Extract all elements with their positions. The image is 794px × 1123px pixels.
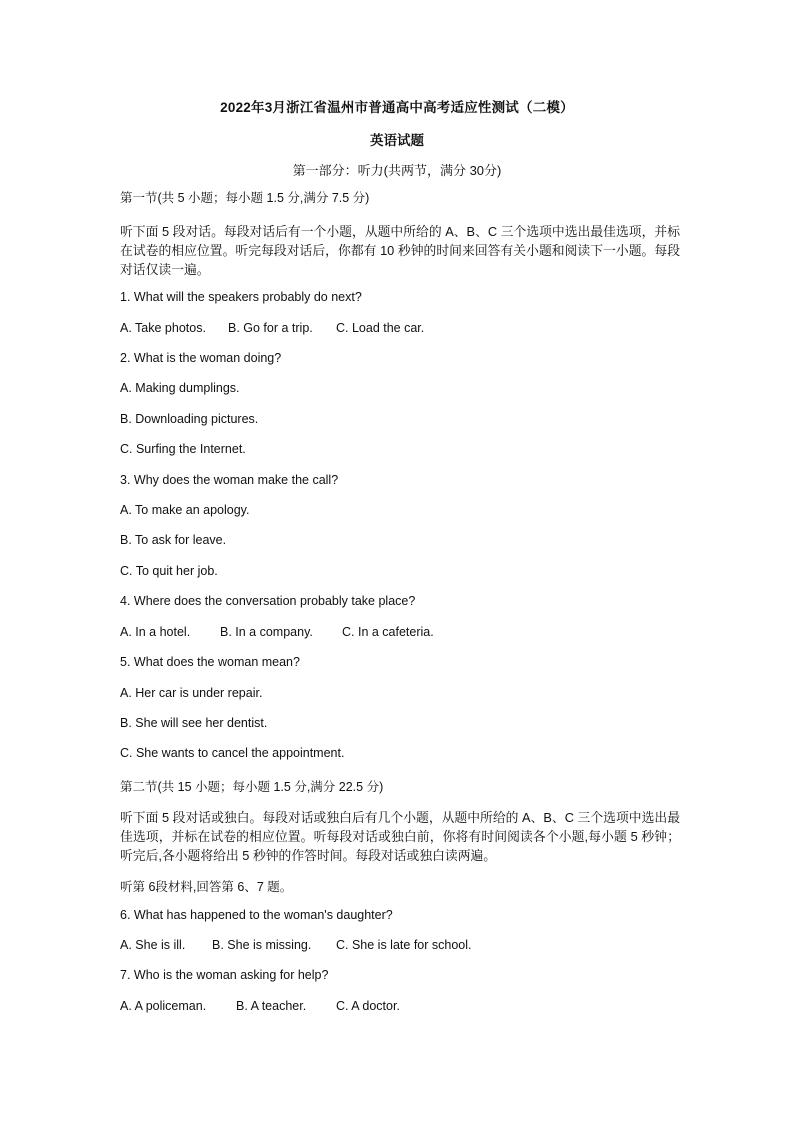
q1-option-c: C. Load the car. bbox=[336, 321, 425, 335]
q6-option-a: A. She is ill. bbox=[120, 938, 186, 952]
q5-option-c: C. She wants to cancel the appointment. bbox=[120, 746, 345, 760]
q4-options bbox=[120, 625, 434, 639]
q4-stem: 4. Where does the conversation probably take place? bbox=[120, 594, 416, 608]
q5-stem: 5. What does the woman mean? bbox=[120, 655, 300, 669]
section2-instructions: 听下面 5 段对话或独白。每段对话或独白后有几个小题，从题中所给的 A、B、C 三个选项中选出最佳选项，并标在试卷的相应位置。听每段对话或独白前，你将有时间阅读各个小题,每小题 5 秒钟；听完后,各小题将给出 5 秒钟的作答时间。每段对话或独白读两遍。 bbox=[120, 810, 680, 863]
q2-option-b: B. Downloading pictures. bbox=[120, 412, 259, 426]
q6-options bbox=[120, 938, 471, 952]
section2-heading: 第二节(共 15 小题；每小题 1.5 分,满分 22.5 分) bbox=[120, 780, 384, 794]
q2-stem: 2. What is the woman doing? bbox=[120, 351, 282, 365]
q5-option-b: B. She will see her dentist. bbox=[120, 716, 268, 730]
section1-heading: 第一节(共 5 小题；每小题 1.5 分,满分 7.5 分) bbox=[120, 191, 370, 205]
q7-option-b: B. A teacher. bbox=[236, 999, 307, 1013]
q7-options bbox=[120, 999, 400, 1013]
section1-instructions: 听下面 5 段对话。每段对话后有一个小题，从题中所给的 A、B、C 三个选项中选出最佳选项，并标在试卷的相应位置。听完每段对话后，你都有 10 秒钟的时间来回答有关小题和阅读下一小题。每段对话仅读一遍。 bbox=[120, 224, 680, 277]
q7-option-a: A. A policeman. bbox=[120, 999, 207, 1013]
q1-stem: 1. What will the speakers probably do next? bbox=[120, 290, 362, 304]
q3-option-b: B. To ask for leave. bbox=[120, 533, 227, 547]
q2-option-a: A. Making dumplings. bbox=[120, 381, 240, 395]
q1-options bbox=[120, 321, 424, 335]
q6-option-c: C. She is late for school. bbox=[336, 938, 472, 952]
q4-option-a: A. In a hotel. bbox=[120, 625, 191, 639]
exam-title: 2022年3月浙江省温州市普通高中高考适应性测试（二模） bbox=[220, 100, 574, 115]
exam-subject: 英语试题 bbox=[370, 133, 424, 148]
q3-option-a: A. To make an apology. bbox=[120, 503, 250, 517]
q3-stem: 3. Why does the woman make the call? bbox=[120, 473, 339, 487]
q7-option-c: C. A doctor. bbox=[336, 999, 400, 1013]
q7-stem: 7. Who is the woman asking for help? bbox=[120, 968, 329, 982]
q6-option-b: B. She is missing. bbox=[212, 938, 312, 952]
q4-option-b: B. In a company. bbox=[220, 625, 313, 639]
q6-stem: 6. What has happened to the woman's daughter? bbox=[120, 908, 393, 922]
material-note: 听第 6段材料,回答第 6、7 题。 bbox=[120, 880, 293, 894]
q4-option-c: C. In a cafeteria. bbox=[342, 625, 434, 639]
q1-option-a: A. Take photos. bbox=[120, 321, 206, 335]
q3-option-c: C. To quit her job. bbox=[120, 564, 218, 578]
q5-option-a: A. Her car is under repair. bbox=[120, 686, 263, 700]
part-heading: 第一部分：听力(共两节，满分 30分) bbox=[292, 163, 502, 178]
q2-option-c: C. Surfing the Internet. bbox=[120, 442, 246, 456]
q1-option-b: B. Go for a trip. bbox=[228, 321, 313, 335]
